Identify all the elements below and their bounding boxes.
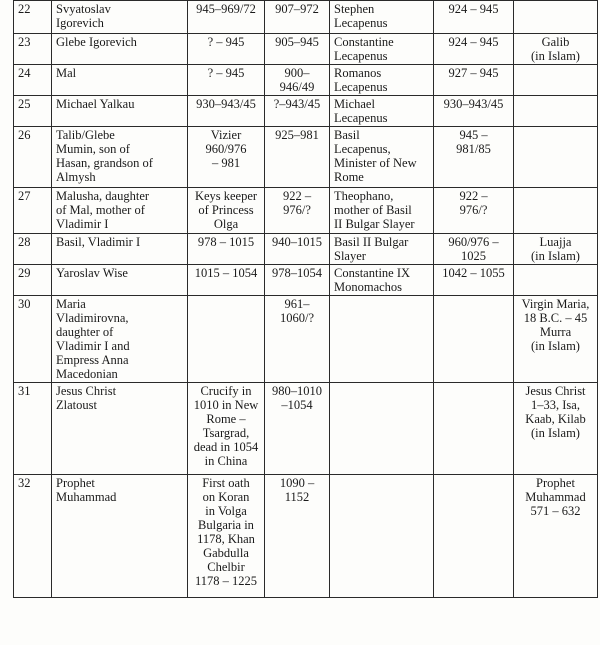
title-reign-cell: Keys keeper of Princess Olga	[188, 188, 265, 234]
table-body	[14, 1, 598, 598]
islamic-name-cell	[514, 96, 598, 127]
row-number-cell: 29	[14, 265, 52, 296]
islamic-name-cell	[514, 65, 598, 96]
table-row	[14, 96, 598, 127]
islamic-name-cell: Prophet Muhammad 571 – 632	[514, 475, 598, 598]
byzantine-counterpart-cell: Constantine Lecapenus	[330, 34, 434, 65]
title-reign-cell: First oath on Koran in Volga Bulgaria in 1178, Khan Gabdulla Chelbir 1178 – 1225	[188, 475, 265, 598]
person-name-cell: Malusha, daughter of Mal, mother of Vladimir I	[52, 188, 188, 234]
islamic-name-cell: Galib (in Islam)	[514, 34, 598, 65]
table-row	[14, 265, 598, 296]
islamic-name-cell	[514, 265, 598, 296]
row-number-cell: 26	[14, 127, 52, 188]
row-number-cell: 23	[14, 34, 52, 65]
person-name-cell: Svyatoslav Igorevich	[52, 1, 188, 34]
life-years-cell: 980–1010 –1054	[265, 383, 330, 475]
person-name-cell: Maria Vladimirovna, daughter of Vladimir I and Empress Anna Macedonian	[52, 296, 188, 383]
title-reign-cell: Crucify in 1010 in New Rome – Tsargrad, dead in 1054 in China	[188, 383, 265, 475]
islamic-name-cell: Jesus Christ 1–33, Isa, Kaab, Kilab (in Islam)	[514, 383, 598, 475]
islamic-name-cell	[514, 1, 598, 34]
byzantine-counterpart-cell: Theophano, mother of Basil II Bulgar Slayer	[330, 188, 434, 234]
row-number-cell: 27	[14, 188, 52, 234]
row-number-cell: 32	[14, 475, 52, 598]
title-reign-cell: 978 – 1015	[188, 234, 265, 265]
life-years-cell: 1090 – 1152	[265, 475, 330, 598]
title-reign-cell: ? – 945	[188, 65, 265, 96]
table-row	[14, 296, 598, 383]
row-number-cell: 31	[14, 383, 52, 475]
islamic-name-cell: Virgin Maria, 18 B.C. – 45 Murra (in Islam)	[514, 296, 598, 383]
row-number-cell: 22	[14, 1, 52, 34]
life-years-cell: 940–1015	[265, 234, 330, 265]
byzantine-counterpart-cell: Romanos Lecapenus	[330, 65, 434, 96]
person-name-cell: Jesus Christ Zlatoust	[52, 383, 188, 475]
person-name-cell: Talib/Glebe Mumin, son of Hasan, grandson of Almysh	[52, 127, 188, 188]
byzantine-counterpart-cell: Basil II Bulgar Slayer	[330, 234, 434, 265]
table-row	[14, 65, 598, 96]
table-row	[14, 1, 598, 34]
islamic-name-cell	[514, 127, 598, 188]
table-row	[14, 127, 598, 188]
byzantine-years-cell: 927 – 945	[434, 65, 514, 96]
byzantine-counterpart-cell	[330, 475, 434, 598]
byzantine-counterpart-cell: Michael Lecapenus	[330, 96, 434, 127]
person-name-cell: Michael Yalkau	[52, 96, 188, 127]
life-years-cell: 961– 1060/?	[265, 296, 330, 383]
byzantine-counterpart-cell: Basil Lecapenus, Minister of New Rome	[330, 127, 434, 188]
row-number-cell: 28	[14, 234, 52, 265]
title-reign-cell	[188, 296, 265, 383]
life-years-cell: ?–943/45	[265, 96, 330, 127]
byzantine-years-cell: 924 – 945	[434, 34, 514, 65]
row-number-cell: 30	[14, 296, 52, 383]
life-years-cell: 978–1054	[265, 265, 330, 296]
title-reign-cell: 930–943/45	[188, 96, 265, 127]
byzantine-years-cell: 960/976 – 1025	[434, 234, 514, 265]
life-years-cell: 907–972	[265, 1, 330, 34]
byzantine-years-cell: 945 – 981/85	[434, 127, 514, 188]
title-reign-cell: Vizier 960/976 – 981	[188, 127, 265, 188]
life-years-cell: 905–945	[265, 34, 330, 65]
byzantine-counterpart-cell	[330, 296, 434, 383]
byzantine-years-cell: 924 – 945	[434, 1, 514, 34]
byzantine-years-cell	[434, 475, 514, 598]
byzantine-counterpart-cell	[330, 383, 434, 475]
byzantine-years-cell: 922 – 976/?	[434, 188, 514, 234]
byzantine-years-cell	[434, 383, 514, 475]
person-name-cell: Basil, Vladimir I	[52, 234, 188, 265]
life-years-cell: 900– 946/49	[265, 65, 330, 96]
person-name-cell: Yaroslav Wise	[52, 265, 188, 296]
table-row	[14, 234, 598, 265]
title-reign-cell: 945–969/72	[188, 1, 265, 34]
chronology-table	[13, 0, 598, 598]
person-name-cell: Prophet Muhammad	[52, 475, 188, 598]
table-row	[14, 383, 598, 475]
person-name-cell: Mal	[52, 65, 188, 96]
person-name-cell: Glebe Igorevich	[52, 34, 188, 65]
byzantine-years-cell	[434, 296, 514, 383]
title-reign-cell: ? – 945	[188, 34, 265, 65]
byzantine-counterpart-cell: Constantine IX Monomachos	[330, 265, 434, 296]
islamic-name-cell	[514, 188, 598, 234]
table-row	[14, 475, 598, 598]
islamic-name-cell: Luajja (in Islam)	[514, 234, 598, 265]
row-number-cell: 25	[14, 96, 52, 127]
life-years-cell: 925–981	[265, 127, 330, 188]
byzantine-counterpart-cell: Stephen Lecapenus	[330, 1, 434, 34]
life-years-cell: 922 – 976/?	[265, 188, 330, 234]
byzantine-years-cell: 930–943/45	[434, 96, 514, 127]
byzantine-years-cell: 1042 – 1055	[434, 265, 514, 296]
row-number-cell: 24	[14, 65, 52, 96]
table-row	[14, 188, 598, 234]
title-reign-cell: 1015 – 1054	[188, 265, 265, 296]
table-row	[14, 34, 598, 65]
